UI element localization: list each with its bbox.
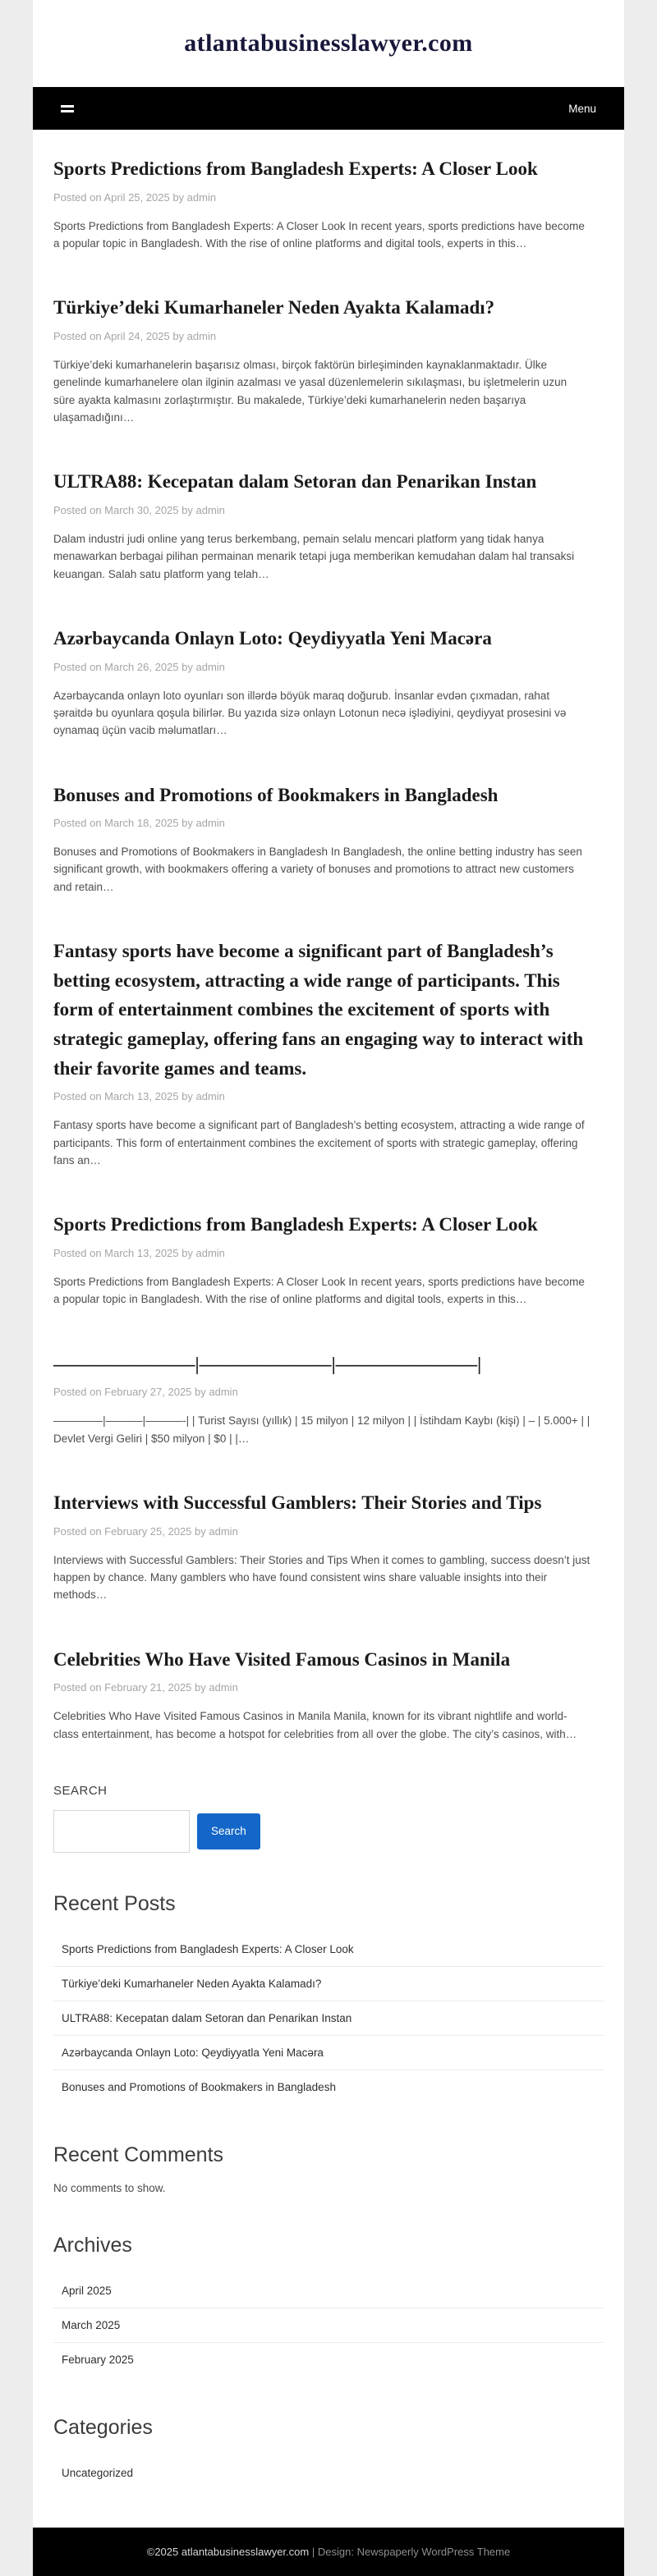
post-title-link[interactable]: Azərbaycanda Onlayn Loto: Qeydiyyatla Yeni Macəra [53, 627, 492, 649]
post-excerpt: Fantasy sports have become a significant part of Bangladesh’s betting ecosystem, attracting a wide range of participants. This form of entertainment combines the excitement of sports with strategic gameplay, offering fans an… [53, 1119, 585, 1167]
post-title [53, 293, 604, 323]
hamburger-icon [61, 110, 74, 112]
posted-on-label: Posted on [53, 817, 102, 830]
posted-on-label: Posted on [53, 1090, 102, 1103]
recent-post-item [53, 2070, 604, 2104]
category-item [53, 2456, 604, 2490]
post-title-link[interactable]: Interviews with Successful Gamblers: Their Stories and Tips [53, 1492, 542, 1513]
post [53, 781, 604, 896]
site-title-link[interactable]: atlantabusinesslawyer.com [184, 30, 473, 57]
footer-design-prefix: Design: [317, 2545, 354, 2558]
page [33, 0, 624, 2576]
site-footer [33, 2528, 624, 2576]
post-excerpt: Bonuses and Promotions of Bookmakers in Bangladesh In Bangladesh, the online betting industry has seen significant growth, with bookmakers offering a variety of bonuses and promotions to attract new customers and retain… [53, 846, 582, 893]
categories-title: Categories [53, 2415, 153, 2439]
post-title-link[interactable]: ULTRA88: Kecepatan dalam Setoran dan Penarikan Instan [53, 471, 537, 493]
archive-item [53, 2274, 604, 2308]
recent-posts-title: Recent Posts [53, 1891, 176, 1915]
recent-post-item [53, 1932, 604, 1967]
recent-posts-widget [53, 1892, 604, 2104]
posted-on-label: Posted on [53, 660, 102, 673]
category-link[interactable]: Uncategorized [62, 2466, 134, 2479]
recent-comments-title: Recent Comments [53, 2143, 224, 2166]
archive-link[interactable]: February 2025 [62, 2353, 134, 2366]
posted-on-label: Posted on [53, 503, 102, 516]
site-header [33, 0, 624, 87]
post-excerpt: Türkiye’deki kumarhanelerin başarısız olması, birçok faktörün birleşiminden kaynaklanmaktadır. Ülke genelinde kumarhanelere olan ilginin azalması ve yasal düzenlemelerin sıkılaşması, bu işletmelerin uzun süre ayakta kalmasını zorlaştırmıştır. Bu makalede, Türkiye’deki kumarhanelerin neden başarıya ulaşamadığını… [53, 358, 567, 424]
post-date-link[interactable]: February 27, 2025 [104, 1386, 192, 1399]
post-title-link[interactable]: Celebrities Who Have Visited Famous Casinos in Manila [53, 1648, 511, 1670]
post-date-link[interactable]: March 13, 2025 [104, 1246, 179, 1259]
post-date-link[interactable]: March 30, 2025 [104, 503, 179, 516]
post-title [53, 1350, 604, 1379]
post [53, 467, 604, 583]
posted-on-label: Posted on [53, 190, 102, 204]
recent-post-link[interactable]: ULTRA88: Kecepatan dalam Setoran dan Penarikan Instan [62, 2011, 352, 2024]
post-date-link[interactable]: April 24, 2025 [103, 329, 170, 342]
post-title [53, 937, 604, 1083]
archives-title: Archives [53, 2233, 132, 2257]
menu-button[interactable]: Menu [568, 102, 596, 115]
search-button[interactable]: Search [197, 1813, 260, 1849]
post [53, 1645, 604, 1743]
post-meta [53, 817, 604, 829]
archive-link[interactable]: March 2025 [62, 2318, 121, 2331]
post-title-link[interactable]: ———————–|———————|———————–| [53, 1353, 482, 1374]
by-label: by [181, 817, 193, 830]
post-title-link[interactable]: Sports Predictions from Bangladesh Experts: A Closer Look [53, 158, 538, 179]
posted-on-label: Posted on [53, 1246, 102, 1259]
post-meta [53, 1247, 604, 1259]
by-label: by [181, 660, 193, 673]
post-title [53, 1210, 604, 1240]
post-title [53, 781, 604, 810]
search-row [53, 1810, 604, 1853]
recent-post-item [53, 2001, 604, 2036]
post-meta [53, 661, 604, 673]
post [53, 1210, 604, 1308]
post-author-link[interactable]: admin [209, 1524, 238, 1538]
post-date-link[interactable]: February 21, 2025 [104, 1681, 192, 1694]
by-label: by [195, 1524, 206, 1538]
post-meta [53, 504, 604, 516]
post-author-link[interactable]: admin [209, 1681, 238, 1694]
recent-post-item [53, 2036, 604, 2070]
search-label: SEARCH [53, 1783, 108, 1798]
post-excerpt: Sports Predictions from Bangladesh Experts: A Closer Look In recent years, sports predictions have become a popular topic in Bangladesh. With the rise of online platforms and digital tools, experts in this… [53, 1275, 585, 1306]
post-excerpt: ––––––––|––––––|––––––-| | Turist Sayısı (yıllık) | 15 milyon | 12 milyon | | İstihdam Kaybı (kişi) | – | 5.000+ | | Devlet Vergi Geliri | $50 milyon | $0 | |… [53, 1414, 590, 1445]
post-title-link[interactable]: Fantasy sports have become a significant part of Bangladesh’s betting ecosystem, attracting a wide range of participants. This form of entertainment combines the excitement of sports with strategic gameplay, offering fans an engaging way to interact with their favorite games and teams. [53, 941, 584, 1079]
post-author-link[interactable]: admin [195, 1246, 225, 1259]
post-meta [53, 1681, 604, 1694]
post-title [53, 1645, 604, 1675]
post-excerpt: Interviews with Successful Gamblers: Their Stories and Tips When it comes to gambling, success doesn’t just happen by chance. Many gamblers who have found consistent wins share valuable insights into their methods… [53, 1553, 590, 1602]
post-author-link[interactable]: admin [186, 329, 217, 342]
by-label: by [172, 329, 185, 342]
archives-list [53, 2274, 604, 2377]
post-title [53, 624, 604, 653]
post-date-link[interactable]: February 25, 2025 [104, 1524, 192, 1538]
recent-post-link[interactable]: Sports Predictions from Bangladesh Experts: A Closer Look [62, 1942, 354, 1955]
recent-post-link[interactable]: Türkiye’deki Kumarhaneler Neden Ayakta Kalamadı? [62, 1977, 322, 1990]
by-label: by [195, 1681, 206, 1694]
archives-widget [53, 2234, 604, 2377]
post-excerpt: Sports Predictions from Bangladesh Experts: A Closer Look In recent years, sports predictions have become a popular topic in Bangladesh. With the rise of online platforms and digital tools, experts in this… [53, 219, 585, 250]
search-input[interactable] [53, 1810, 190, 1853]
post-meta [53, 1525, 604, 1538]
post-title-link[interactable]: Bonuses and Promotions of Bookmakers in Bangladesh [53, 784, 498, 805]
post-excerpt: Dalam industri judi online yang terus berkembang, pemain selalu mencari platform yang tidak hanya menawarkan berbagai pilihan permainan menarik tetapi juga memberikan kemudahan dalam hal transaksi keuangan. Salah satu platform yang telah… [53, 532, 575, 580]
post [53, 1488, 604, 1604]
recent-comments-widget [53, 2143, 604, 2194]
hamburger-menu-button[interactable] [61, 103, 74, 115]
post [53, 293, 604, 426]
posted-on-label: Posted on [53, 1681, 102, 1694]
no-comments-note: No comments to show. [53, 2181, 166, 2194]
search-widget [53, 1784, 604, 1853]
post [53, 937, 604, 1169]
by-label: by [195, 1386, 206, 1399]
post-author-link[interactable]: admin [195, 817, 225, 830]
post-meta [53, 1090, 604, 1102]
post [53, 154, 604, 252]
post-date-link[interactable]: April 25, 2025 [103, 190, 170, 204]
post-excerpt: Azərbaycanda onlayn loto oyunları son illərdə böyük maraq doğurub. İnsanlar evdən çıxmadan, rahat şəraitdə bu oyunlara qoşula bilirlər. Bu yazıda sizə onlayn Lotonun necə işlədiyini, qeydiyyat prosesini və oynamaq üçün vacib məlumatları… [53, 689, 567, 737]
post-excerpt: Celebrities Who Have Visited Famous Casinos in Manila Manila, known for its vibrant nightlife and world-class entertainment, has become a hotspot for celebrities from all over the globe. The city’s casinos, with… [53, 1710, 577, 1740]
by-label: by [181, 1246, 193, 1259]
post-date-link[interactable]: March 13, 2025 [104, 1090, 179, 1103]
main-nav [33, 87, 624, 130]
post-title-link[interactable]: Sports Predictions from Bangladesh Experts: A Closer Look [53, 1214, 538, 1235]
recent-post-link[interactable]: Azərbaycanda Onlayn Loto: Qeydiyyatla Yeni Macəra [62, 2046, 324, 2059]
posted-on-label: Posted on [53, 1386, 102, 1399]
footer-separator: | [311, 2545, 315, 2558]
footer-theme-link[interactable]: Newspaperly WordPress Theme [356, 2545, 511, 2558]
post-meta [53, 191, 604, 204]
post-date-link[interactable]: March 26, 2025 [104, 660, 179, 673]
post-meta [53, 1386, 604, 1398]
footer-copyright: ©2025 atlantabusinesslawyer.com [146, 2545, 310, 2558]
post-author-link[interactable]: admin [195, 1090, 225, 1103]
hamburger-icon [61, 105, 74, 108]
by-label: by [181, 503, 193, 516]
post-list [53, 154, 604, 1743]
categories-widget [53, 2416, 604, 2490]
recent-post-item [53, 1967, 604, 2001]
posted-on-label: Posted on [53, 329, 102, 342]
archive-item [53, 2343, 604, 2377]
post-author-link[interactable]: admin [186, 190, 217, 204]
post [53, 624, 604, 740]
post-title [53, 467, 604, 497]
recent-posts-list [53, 1932, 604, 2104]
post-author-link[interactable]: admin [195, 660, 225, 673]
by-label: by [181, 1090, 193, 1103]
post-title-link[interactable]: Türkiye’deki Kumarhaneler Neden Ayakta Kalamadı? [53, 297, 495, 319]
post-author-link[interactable]: admin [209, 1386, 238, 1399]
post-date-link[interactable]: March 18, 2025 [104, 817, 179, 830]
categories-list [53, 2456, 604, 2490]
recent-post-link[interactable]: Bonuses and Promotions of Bookmakers in Bangladesh [62, 2080, 336, 2093]
main-content [33, 130, 624, 2528]
posted-on-label: Posted on [53, 1524, 102, 1538]
post-title [53, 154, 604, 184]
post-title [53, 1488, 604, 1518]
post-author-link[interactable]: admin [195, 503, 225, 516]
archive-item [53, 2308, 604, 2343]
archive-link[interactable]: April 2025 [62, 2284, 112, 2297]
post [53, 1350, 604, 1447]
by-label: by [172, 190, 185, 204]
post-meta [53, 330, 604, 342]
